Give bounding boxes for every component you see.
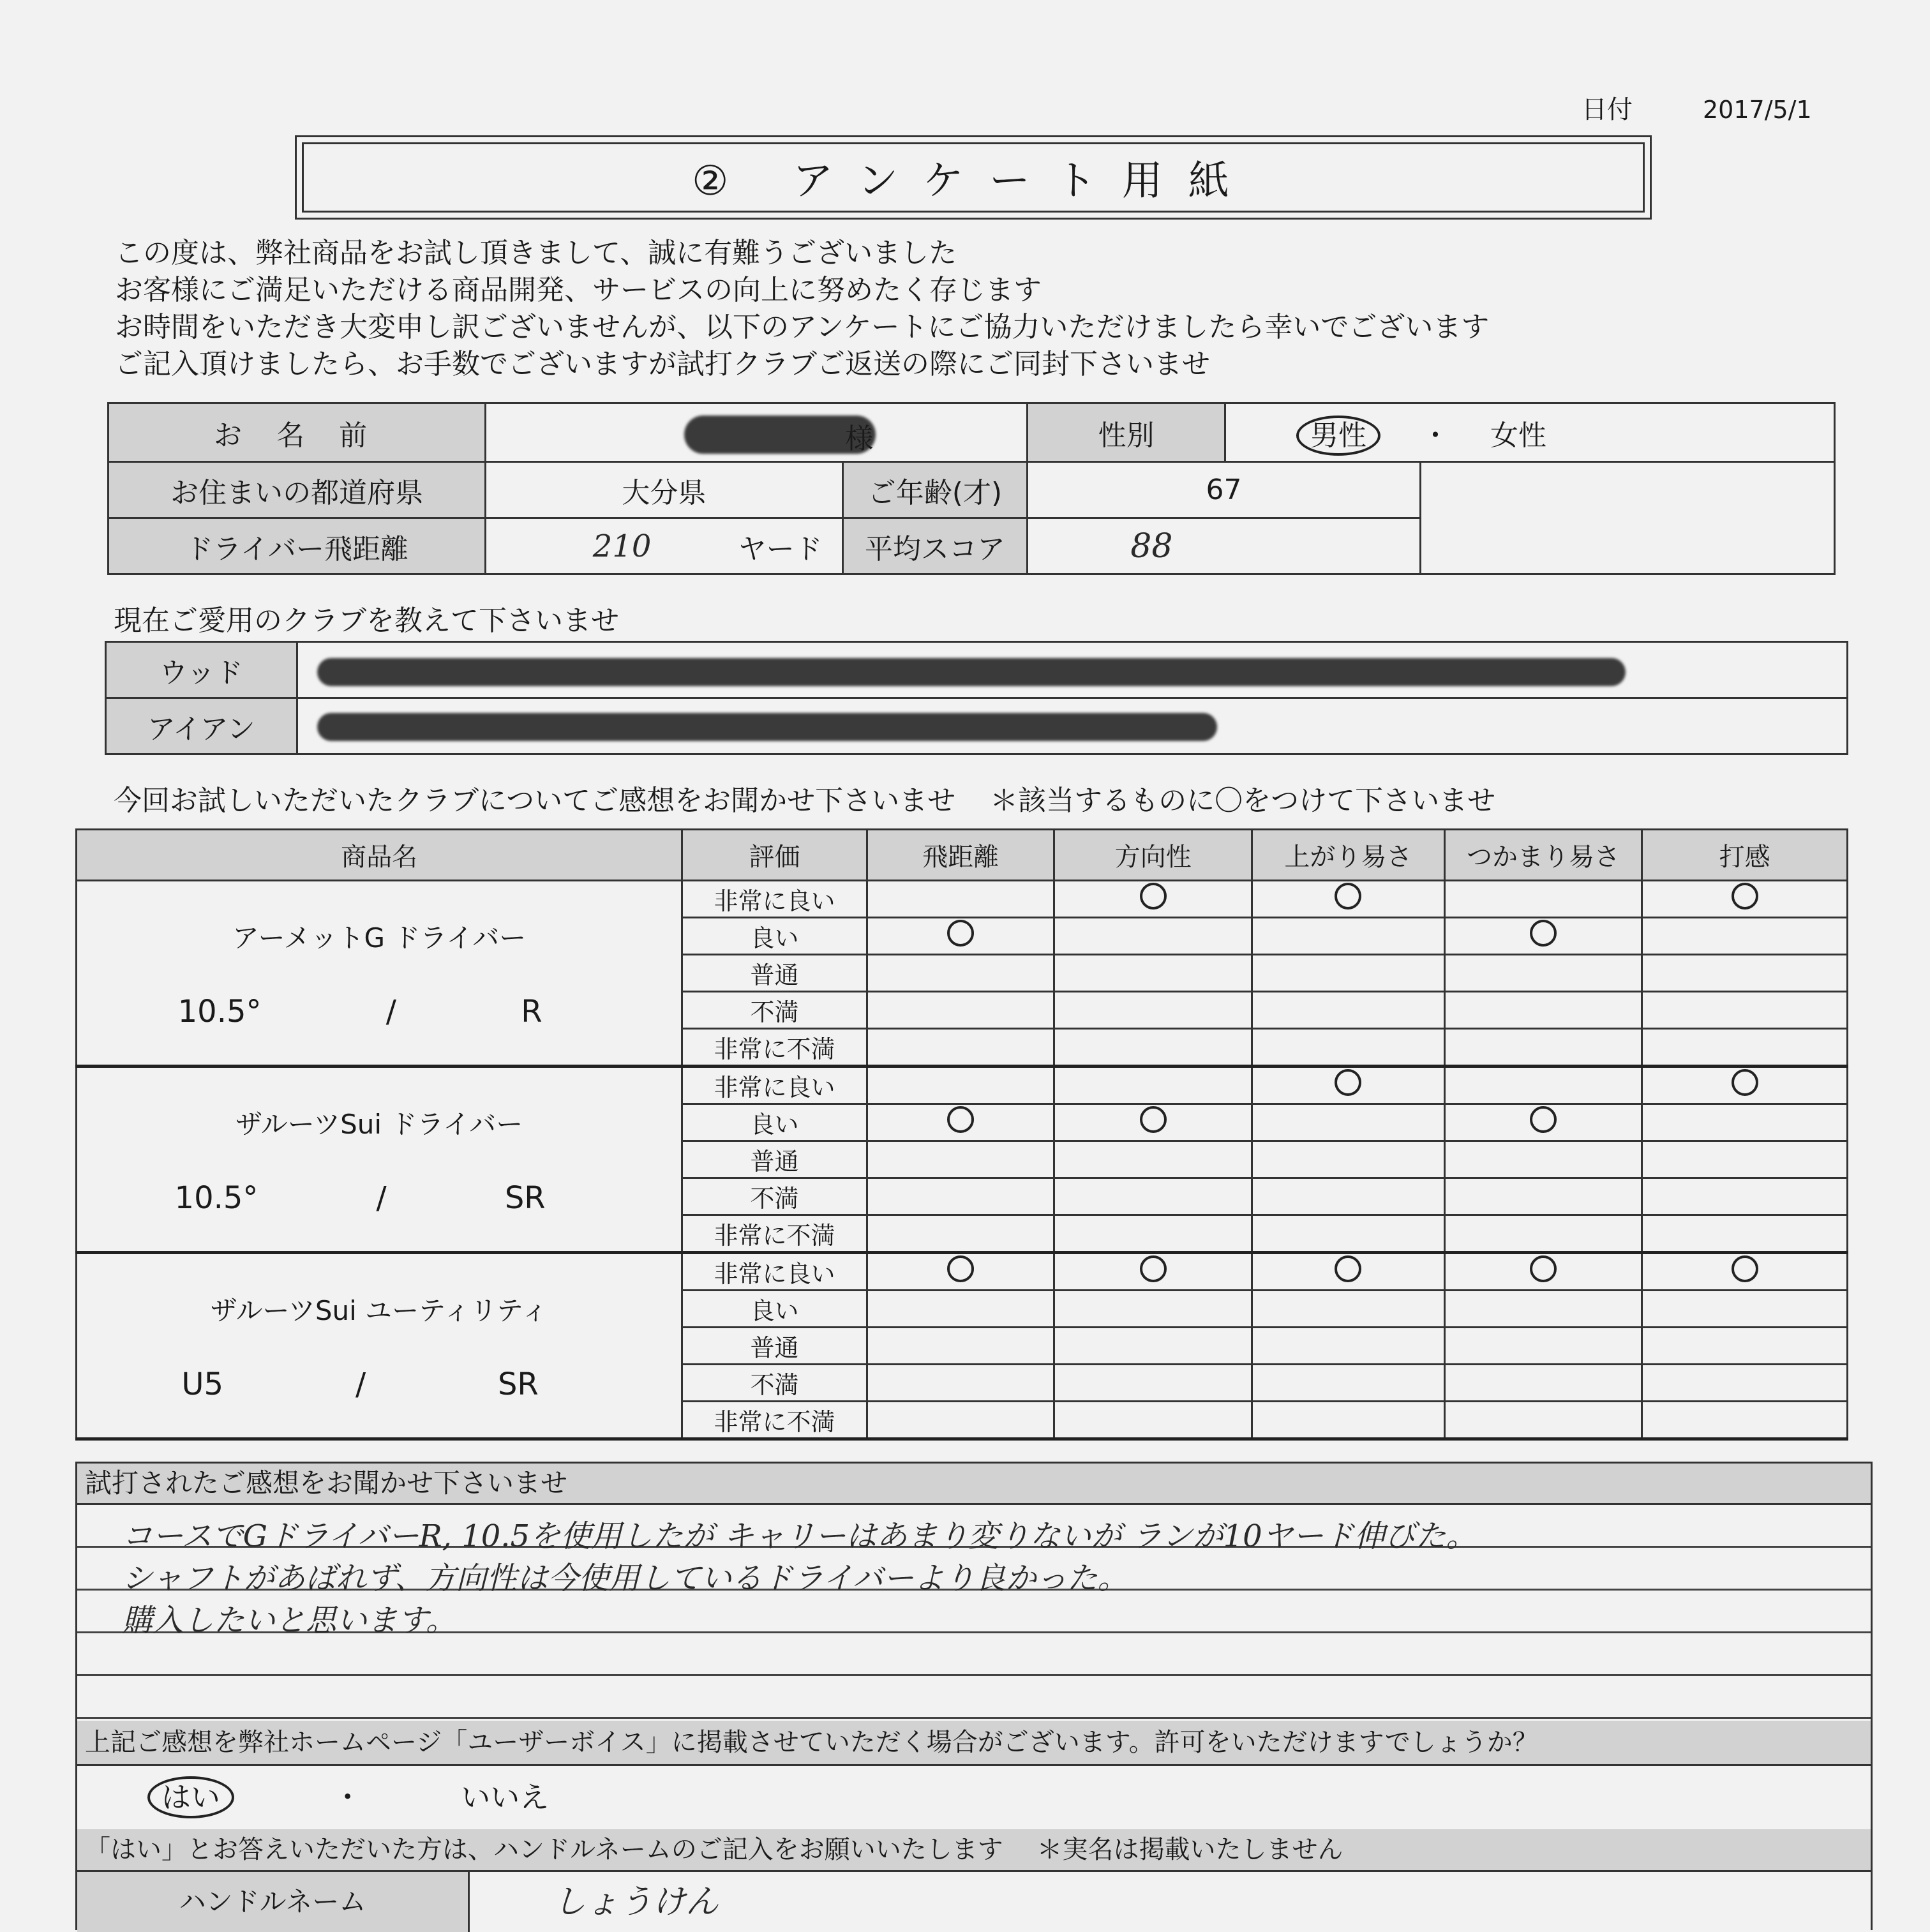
intro-line: ご記入頂けましたら、お手数でございますが試打クラブご返送の際にご同封下さいませ — [115, 348, 1210, 380]
rating-cell-direction[interactable] — [1054, 955, 1252, 992]
rating-cell-feel[interactable] — [1642, 918, 1848, 955]
rating-cell-feel[interactable] — [1642, 1253, 1848, 1291]
rating-cell-direction[interactable] — [1054, 1067, 1252, 1104]
rating-cell-launch[interactable] — [1252, 1291, 1445, 1328]
selected-circle-icon — [1732, 1255, 1758, 1282]
handle-label: ハンドルネーム — [77, 1872, 470, 1932]
rating-level-label: 非常に不満 — [682, 1402, 867, 1439]
permission-box — [75, 1721, 1873, 1831]
selected-circle-icon — [1335, 1255, 1361, 1282]
comment-line: シャフトがあばれず、方向性は今使用しているドライバーより良かった。 — [122, 1561, 1128, 1596]
rating-cell-direction[interactable] — [1054, 1104, 1252, 1141]
empty-cell — [1420, 462, 1834, 574]
rating-cell-distance[interactable] — [867, 1328, 1054, 1365]
iron-field[interactable] — [297, 698, 1847, 754]
header-direction: 方向性 — [1054, 830, 1252, 881]
rating-cell-distance[interactable] — [867, 955, 1054, 992]
handle-box — [75, 1829, 1873, 1930]
rating-cell-launch[interactable] — [1252, 1253, 1445, 1291]
rating-cell-launch[interactable] — [1252, 1178, 1445, 1215]
rating-cell-direction[interactable] — [1054, 1029, 1252, 1067]
rating-cell-launch[interactable] — [1252, 1067, 1445, 1104]
handle-heading-text: 「はい」とお答えいただいた方は、ハンドルネームのご記入をお願いいたします — [85, 1835, 1003, 1864]
rating-cell-grip[interactable] — [1444, 1141, 1642, 1178]
product-spec — [77, 1367, 681, 1402]
rating-heading-text: 今回お試しいただいたクラブについてご感想をお聞かせ下さいませ — [114, 784, 956, 817]
iron-redaction — [317, 713, 1217, 741]
rating-cell-distance[interactable] — [867, 1178, 1054, 1215]
comments-lines[interactable] — [77, 1505, 1871, 1722]
rating-cell-grip[interactable] — [1444, 992, 1642, 1029]
age-value[interactable]: 67 — [1028, 462, 1420, 518]
age-label: ご年齢(才) — [842, 462, 1028, 518]
rating-cell-direction[interactable] — [1054, 1215, 1252, 1253]
rating-cell-launch[interactable] — [1252, 992, 1445, 1029]
selected-circle-icon — [947, 920, 974, 947]
driver-distance-value[interactable]: 210 — [486, 518, 677, 574]
rating-cell-distance[interactable] — [867, 918, 1054, 955]
selected-circle-icon — [1335, 1069, 1361, 1096]
rating-cell-launch[interactable] — [1252, 1402, 1445, 1439]
selected-circle-icon — [947, 1106, 974, 1133]
selected-circle-icon — [1530, 1255, 1557, 1282]
product-spec — [77, 994, 681, 1030]
rating-cell-grip[interactable] — [1444, 955, 1642, 992]
rating-cell-feel[interactable] — [1642, 992, 1848, 1029]
date-value: 2017/5/1 — [1703, 96, 1812, 124]
selected-circle-icon — [947, 1255, 974, 1282]
rating-cell-launch[interactable] — [1252, 1328, 1445, 1365]
rating-level-label: 普通 — [682, 1328, 867, 1365]
rating-level-label: 良い — [682, 1291, 867, 1328]
product-cell — [77, 1067, 682, 1253]
rating-cell-feel[interactable] — [1642, 1215, 1848, 1253]
rating-cell-direction[interactable] — [1054, 1365, 1252, 1402]
rating-cell-launch[interactable] — [1252, 1215, 1445, 1253]
rating-cell-launch[interactable] — [1252, 918, 1445, 955]
name-label: お 名 前 — [108, 403, 486, 462]
intro-text — [115, 235, 1489, 383]
product-cell — [77, 1253, 682, 1439]
permission-heading: 上記ご感想を弊社ホームページ「ユーザーボイス」に掲載させていただく場合がございます。許可をいただけますでしょうか？ — [77, 1721, 1871, 1766]
gender-female-option[interactable]: 女性 — [1490, 419, 1547, 452]
driver-distance-label: ドライバー飛距離 — [108, 518, 486, 574]
product-name: アーメットG ドライバー — [232, 922, 527, 954]
permission-yes-option[interactable]: はい — [147, 1776, 234, 1818]
permission-separator: ・ — [333, 1780, 363, 1815]
rating-cell-grip[interactable] — [1444, 918, 1642, 955]
selected-circle-icon — [1530, 920, 1557, 947]
rating-cell-distance[interactable] — [867, 881, 1054, 918]
rating-level-label: 不満 — [682, 992, 867, 1029]
comment-line: 購入したいと思います。 — [122, 1603, 457, 1638]
rating-cell-feel[interactable] — [1642, 1141, 1848, 1178]
rating-cell-grip[interactable] — [1444, 1067, 1642, 1104]
rating-cell-feel[interactable] — [1642, 1365, 1848, 1402]
handle-note: ＊実名は掲載いたしません — [1036, 1835, 1343, 1864]
rating-cell-launch[interactable] — [1252, 1365, 1445, 1402]
product-slash: / — [355, 1366, 366, 1402]
rating-cell-launch[interactable] — [1252, 1029, 1445, 1067]
product-loft: 10.5° — [174, 1179, 258, 1216]
rating-cell-feel[interactable] — [1642, 1178, 1848, 1215]
comments-heading: 試打されたご感想をお聞かせ下さいませ — [77, 1464, 1871, 1505]
rating-table — [75, 828, 1848, 1441]
rating-cell-grip[interactable] — [1444, 1178, 1642, 1215]
rating-cell-direction[interactable] — [1054, 1141, 1252, 1178]
product-flex: R — [521, 993, 542, 1030]
header-rating: 評価 — [682, 830, 867, 881]
rating-heading — [114, 777, 1495, 818]
rating-cell-feel[interactable] — [1642, 1402, 1848, 1439]
intro-line: お時間をいただき大変申し訳ございませんが、以下のアンケートにご協力いただけましたら幸いでございます — [115, 311, 1490, 343]
product-name: ザルーツSui ユーティリティ — [210, 1294, 548, 1326]
rating-level-label: 良い — [682, 918, 867, 955]
rating-cell-distance[interactable] — [867, 1291, 1054, 1328]
driver-distance-unit: ヤード — [677, 518, 842, 574]
product-flex: SR — [497, 1366, 539, 1402]
rating-cell-direction[interactable] — [1054, 1402, 1252, 1439]
product-loft: 10.5° — [177, 993, 262, 1030]
rating-level-label: 不満 — [682, 1365, 867, 1402]
rating-cell-direction[interactable] — [1054, 1253, 1252, 1291]
average-score-label: 平均スコア — [842, 518, 1028, 574]
header-grip: つかまり易さ — [1444, 830, 1642, 881]
rating-cell-feel[interactable] — [1642, 1067, 1848, 1104]
product-name: ザルーツSui ドライバー — [235, 1108, 523, 1140]
comment-line: コースでGドライバーR, 10.5を使用したが キャリーはあまり変りないが ランが10ヤード伸びた。 — [122, 1518, 1477, 1554]
rating-note: ＊該当するものに〇をつけて下さいませ — [990, 784, 1496, 817]
date-label: 日付 — [1582, 95, 1633, 124]
average-score-value[interactable]: 88 — [1028, 518, 1420, 574]
product-slash: / — [385, 993, 396, 1030]
handle-row — [77, 1872, 1871, 1932]
product-flex: SR — [504, 1179, 546, 1216]
rating-cell-launch[interactable] — [1252, 881, 1445, 918]
selected-circle-icon — [1335, 883, 1361, 910]
rating-cell-direction[interactable] — [1054, 1178, 1252, 1215]
gender-male-option[interactable]: 男性 — [1296, 416, 1380, 456]
rating-level-label: 非常に不満 — [682, 1029, 867, 1067]
header-distance: 飛距離 — [867, 830, 1054, 881]
page-title: ② アンケート用紙 — [692, 158, 1255, 205]
rating-level-label: 普通 — [682, 955, 867, 992]
rating-cell-distance[interactable] — [867, 1141, 1054, 1178]
rating-cell-grip[interactable] — [1444, 1365, 1642, 1402]
rating-cell-grip[interactable] — [1444, 1328, 1642, 1365]
gender-label: 性別 — [1028, 403, 1225, 462]
rating-cell-distance[interactable] — [867, 1104, 1054, 1141]
rating-cell-grip[interactable] — [1444, 881, 1642, 918]
rating-cell-direction[interactable] — [1054, 881, 1252, 918]
rating-cell-direction[interactable] — [1054, 992, 1252, 1029]
rating-level-label: 非常に良い — [682, 881, 867, 918]
intro-line: この度は、弊社商品をお試し頂きまして、誠に有難うございました — [115, 237, 957, 269]
gender-separator: ・ — [1421, 419, 1450, 452]
permission-no-option[interactable]: いいえ — [461, 1780, 550, 1815]
product-cell — [77, 881, 682, 1067]
rating-cell-distance[interactable] — [867, 1402, 1054, 1439]
rating-level-label: 良い — [682, 1104, 867, 1141]
wood-label: ウッド — [106, 642, 297, 698]
rating-level-label: 不満 — [682, 1178, 867, 1215]
rating-cell-grip[interactable] — [1444, 1291, 1642, 1328]
profile-table — [107, 402, 1836, 575]
selected-circle-icon — [1140, 1106, 1167, 1133]
product-spec — [77, 1180, 681, 1216]
rating-cell-direction[interactable] — [1054, 1328, 1252, 1365]
intro-line: お客様にご満足いただける商品開発、サービスの向上に努めたく存じます — [115, 274, 1042, 306]
rating-level-label: 非常に良い — [682, 1067, 867, 1104]
rating-cell-distance[interactable] — [867, 1365, 1054, 1402]
rating-level-label: 非常に良い — [682, 1253, 867, 1291]
rating-level-label: 非常に不満 — [682, 1215, 867, 1253]
selected-circle-icon — [1732, 883, 1758, 910]
handle-value[interactable]: しょうけん — [553, 1883, 719, 1921]
permission-options[interactable] — [77, 1766, 1871, 1829]
rating-cell-feel[interactable] — [1642, 1029, 1848, 1067]
name-suffix: 様 — [845, 423, 874, 455]
rating-cell-distance[interactable] — [867, 1253, 1054, 1291]
wood-field[interactable] — [297, 642, 1847, 698]
rating-cell-grip[interactable] — [1444, 1029, 1642, 1067]
rating-cell-feel[interactable] — [1642, 955, 1848, 992]
rating-cell-distance[interactable] — [867, 1029, 1054, 1067]
rating-cell-distance[interactable] — [867, 1067, 1054, 1104]
wood-redaction — [317, 658, 1626, 686]
header-launch: 上がり易さ — [1252, 830, 1445, 881]
selected-circle-icon — [1140, 883, 1167, 910]
rating-cell-feel[interactable] — [1642, 881, 1848, 918]
rating-cell-feel[interactable] — [1642, 1291, 1848, 1328]
selected-circle-icon — [1530, 1106, 1557, 1133]
gender-options[interactable] — [1225, 403, 1835, 462]
rating-cell-distance[interactable] — [867, 992, 1054, 1029]
rating-cell-direction[interactable] — [1054, 1291, 1252, 1328]
product-slash: / — [376, 1179, 387, 1216]
rating-cell-feel[interactable] — [1642, 1328, 1848, 1365]
selected-circle-icon — [1732, 1069, 1758, 1096]
product-loft: U5 — [181, 1366, 224, 1402]
title-box — [295, 135, 1652, 220]
selected-circle-icon — [1140, 1255, 1167, 1282]
rating-cell-grip[interactable] — [1444, 1104, 1642, 1141]
prefecture-label: お住まいの都道府県 — [108, 462, 486, 518]
header-feel: 打感 — [1642, 830, 1848, 881]
rating-cell-grip[interactable] — [1444, 1253, 1642, 1291]
rating-cell-grip[interactable] — [1444, 1215, 1642, 1253]
rating-cell-distance[interactable] — [867, 1215, 1054, 1253]
rating-cell-grip[interactable] — [1444, 1402, 1642, 1439]
rating-cell-launch[interactable] — [1252, 1141, 1445, 1178]
rating-level-label: 普通 — [682, 1141, 867, 1178]
rating-cell-feel[interactable] — [1642, 1104, 1848, 1141]
rating-cell-direction[interactable] — [1054, 918, 1252, 955]
name-field[interactable] — [486, 403, 1028, 462]
header-product: 商品名 — [77, 830, 682, 881]
iron-label: アイアン — [106, 698, 297, 754]
clubs-heading: 現在ご愛用のクラブを教えて下さいませ — [114, 604, 619, 637]
handle-heading — [77, 1829, 1871, 1872]
rating-cell-launch[interactable] — [1252, 1104, 1445, 1141]
comments-box — [75, 1462, 1873, 1725]
clubs-table — [105, 641, 1848, 755]
prefecture-value[interactable]: 大分県 — [486, 462, 842, 518]
rating-cell-launch[interactable] — [1252, 955, 1445, 992]
